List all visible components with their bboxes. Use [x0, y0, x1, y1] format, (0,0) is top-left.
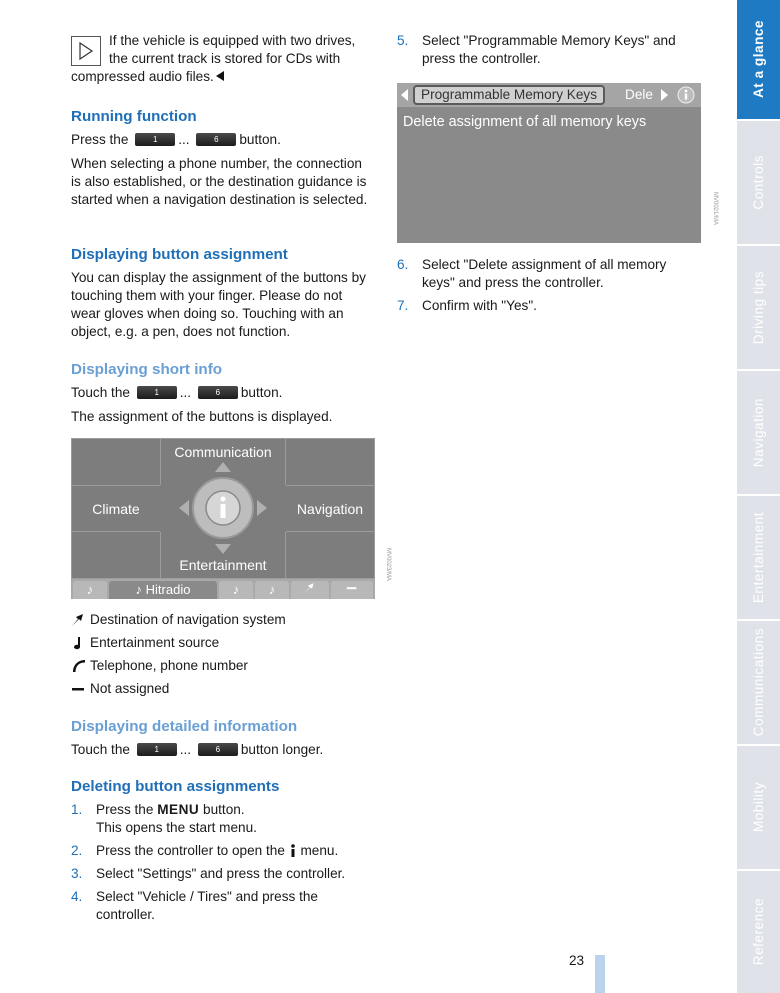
step-item	[71, 842, 373, 860]
memory-key-1-icon: 1	[135, 133, 175, 146]
sidebar-tab-at-a-glance[interactable]	[737, 0, 780, 121]
music-note-icon	[71, 636, 86, 650]
grid-cell-climate	[71, 485, 161, 532]
note-text-end: compressed audio files.	[71, 69, 214, 84]
ellipsis: ...	[179, 385, 192, 400]
note-text-line3	[71, 68, 373, 86]
step-item	[397, 32, 701, 68]
deleting-title: Deleting button assignments	[71, 778, 280, 795]
grid-cell-empty	[71, 531, 161, 579]
step-number: 5.	[397, 33, 409, 48]
step-text: Select "Programmable Memory Keys" and press the controller.	[422, 33, 676, 66]
tab-hitradio-label: Hitradio	[145, 582, 191, 597]
grid-cell-empty	[285, 438, 375, 486]
screen-tab-bar	[397, 83, 701, 107]
tab-music-2[interactable]: ♪	[219, 581, 253, 599]
image-code-2: MV0021/MA	[712, 192, 718, 226]
step-text: Select "Vehicle / Tires" and press the controller.	[96, 889, 318, 922]
label-communication: Communication	[174, 444, 272, 460]
right-column	[397, 32, 701, 73]
grid-cell-empty	[285, 531, 375, 579]
memory-key-6-icon: 6	[196, 133, 236, 146]
legend-item-navigation	[71, 608, 373, 631]
sidebar-tab-reference[interactable]	[737, 871, 780, 993]
legend-text: Not assigned	[90, 681, 170, 696]
navigation-flag-icon	[304, 582, 316, 594]
sidebar-tab-label: Communications	[750, 628, 766, 737]
note-text-line2: the current track is stored for CDs with	[109, 51, 341, 66]
step-number: 6.	[397, 257, 409, 272]
sidebar-tab-label: Reference	[750, 898, 766, 966]
right-steps-bottom	[397, 256, 701, 315]
ellipsis: ...	[178, 132, 190, 147]
note-block	[71, 32, 373, 86]
step-text: Select "Settings" and press the controller.	[96, 866, 346, 881]
sidebar-tab-driving-tips[interactable]	[737, 246, 780, 371]
step-text: Press the controller to open the	[96, 843, 285, 858]
menu-item-delete-all[interactable]	[403, 113, 646, 131]
legend-text: Destination of navigation system	[90, 612, 286, 627]
tab-delete-partial[interactable]	[625, 85, 661, 105]
memory-key-6-icon: 6	[198, 386, 238, 399]
phone-handset-icon	[71, 659, 86, 673]
touch-prefix: Touch the	[71, 385, 130, 400]
memory-key-6-icon: 6	[198, 743, 238, 756]
press-prefix: Press the	[71, 132, 129, 147]
detailed-title: Displaying detailed information	[71, 718, 298, 735]
arrow-right-icon[interactable]	[661, 89, 669, 101]
right-steps-bottom-wrap	[397, 256, 701, 320]
legend-item-telephone	[71, 654, 373, 677]
grid-cell-empty	[71, 438, 161, 486]
running-press-line	[71, 131, 373, 149]
step-number: 2.	[71, 843, 83, 858]
sidebar-tab-label: Driving tips	[750, 270, 766, 345]
assignment-paragraph: You can display the assignment of the buttons by touching them with your finger. Please do not wear gloves when doing so. Touching with an object, e.g. a pen, does not function.	[71, 270, 366, 339]
label-climate: Climate	[92, 500, 140, 517]
step-text: This opens the start menu.	[96, 820, 257, 835]
running-paragraph: When selecting a phone number, the connection is also established, or the destination guidance is started when a navigation destination is selected.	[71, 156, 368, 207]
image-code-1: MV0023/MA	[385, 548, 391, 582]
dash-icon	[346, 582, 358, 594]
tab-label: Dele	[625, 87, 653, 102]
legend-text: Telephone, phone number	[90, 658, 248, 673]
info-i-icon	[289, 844, 297, 857]
sidebar-tab-entertainment[interactable]	[737, 496, 780, 621]
section-button-assignment	[71, 245, 373, 347]
press-suffix: button.	[239, 132, 281, 147]
tab-navigation[interactable]	[291, 581, 329, 599]
step-item	[397, 256, 701, 292]
step-text: Select "Delete assignment of all memory keys" and press the controller.	[422, 257, 667, 290]
sidebar-tab-label: At a glance	[750, 20, 766, 99]
step-number: 3.	[71, 866, 83, 881]
legend-item-not-assigned	[71, 677, 373, 700]
note-text-line1: If the vehicle is equipped with two drives,	[109, 33, 356, 48]
sidebar-tab-label: Navigation	[750, 397, 766, 468]
sidebar-tab-communications[interactable]	[737, 621, 780, 746]
end-marker-icon	[216, 71, 225, 81]
arrow-left-icon[interactable]	[401, 89, 409, 101]
step-item	[71, 865, 373, 883]
tab-hitradio[interactable]: ♪ Hitradio	[109, 581, 217, 599]
chapter-sidebar	[737, 0, 780, 993]
sidebar-tab-label: Mobility	[750, 782, 766, 833]
controller-knob-icon	[171, 456, 275, 560]
page-number: 23	[569, 953, 585, 968]
section-short-info	[71, 360, 373, 432]
memory-key-1-icon: 1	[137, 386, 177, 399]
step-number: 4.	[71, 889, 83, 904]
play-triangle-icon	[78, 42, 94, 60]
memory-keys-screen	[397, 83, 701, 243]
sidebar-tab-navigation[interactable]	[737, 371, 780, 496]
info-icon[interactable]	[677, 86, 695, 104]
section-running-function	[71, 107, 373, 215]
touch-prefix: Touch the	[71, 742, 130, 757]
menu-button-label: MENU	[157, 802, 200, 817]
short-info-title: Displaying short info	[71, 361, 223, 378]
label-navigation: Navigation	[296, 500, 364, 517]
running-title: Running function	[71, 108, 197, 125]
ellipsis: ...	[179, 742, 192, 757]
tab-not-assigned[interactable]	[331, 581, 373, 599]
step-number: 1.	[71, 802, 83, 817]
step-item	[397, 297, 701, 315]
button-assignment-screen	[71, 438, 375, 599]
sidebar-tab-label: Controls	[750, 155, 766, 210]
short-info-paragraph: The assignment of the buttons is displayed.	[71, 409, 333, 424]
tab-music-3[interactable]: ♪	[255, 581, 289, 599]
section-deleting	[71, 777, 373, 929]
right-steps-top	[397, 32, 701, 68]
note-box	[71, 36, 101, 66]
navigation-flag-icon	[71, 613, 86, 627]
detailed-touch-line	[71, 741, 373, 759]
tab-label: Programmable Memory Keys	[421, 87, 598, 102]
step-text: button.	[203, 802, 245, 817]
legend-list	[71, 608, 373, 700]
short-info-touch-line	[71, 384, 373, 402]
deleting-steps	[71, 801, 373, 924]
step-text: Confirm with "Yes".	[422, 298, 537, 313]
step-text: menu.	[300, 843, 339, 858]
tab-programmable-memory-keys[interactable]	[413, 85, 605, 105]
assignment-title: Displaying button assignment	[71, 246, 288, 263]
memory-key-1-icon: 1	[137, 743, 177, 756]
step-item	[71, 801, 373, 837]
touch-suffix: button longer.	[240, 742, 324, 757]
sidebar-tab-controls[interactable]	[737, 121, 780, 246]
tab-music-1[interactable]: ♪	[73, 581, 107, 599]
label-entertainment: Entertainment	[179, 557, 267, 573]
legend-item-entertainment	[71, 631, 373, 654]
dash-icon	[71, 682, 86, 696]
legend-text: Entertainment source	[90, 635, 220, 650]
touch-suffix: button.	[240, 385, 283, 400]
step-item	[71, 888, 373, 924]
page-number-bar	[595, 955, 605, 993]
step-number: 7.	[397, 298, 409, 313]
sidebar-tab-label: Entertainment	[750, 511, 766, 604]
step-text: Press the	[96, 802, 154, 817]
grid-cell-navigation	[285, 485, 375, 532]
menu-item-label: Delete assignment of all memory keys	[403, 114, 647, 130]
sidebar-tab-mobility[interactable]	[737, 746, 780, 871]
section-detailed-info	[71, 717, 373, 765]
source-tab-bar	[71, 579, 375, 599]
